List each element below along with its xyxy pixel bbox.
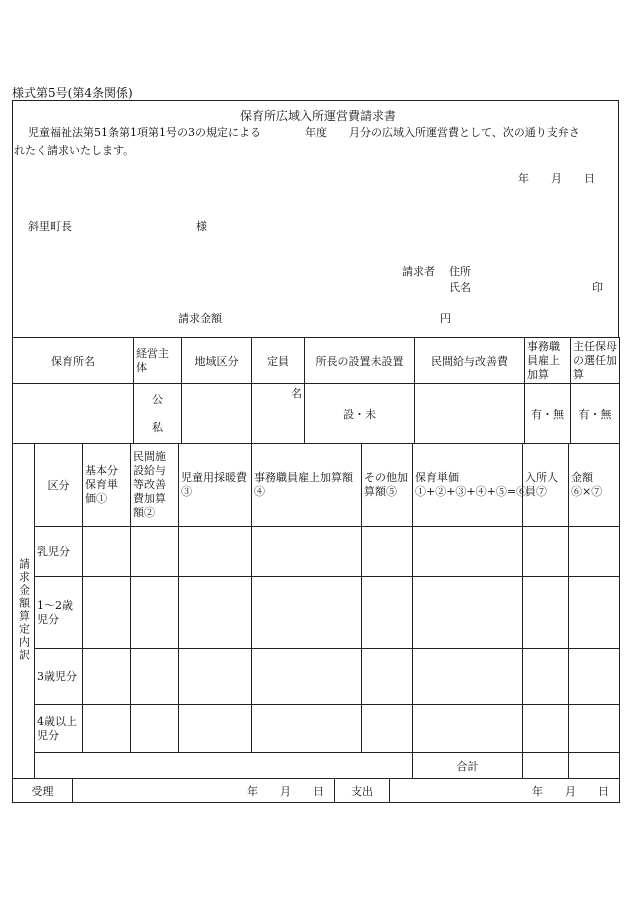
row-infant: 乳児分 bbox=[35, 527, 83, 577]
form-label: 様式第5号(第4条関係) bbox=[12, 86, 133, 100]
nursery-info-table bbox=[12, 337, 620, 444]
expenditure-label: 支出 bbox=[335, 779, 390, 803]
total-label: 合計 bbox=[413, 753, 523, 779]
enrolled-header: 入所人員⑦ bbox=[523, 444, 569, 527]
heating-header: 児童用採暖費③ bbox=[179, 444, 252, 527]
amount-yen: 円 bbox=[440, 312, 451, 325]
region-cell bbox=[182, 384, 252, 444]
document-title: 保育所広域入所運営費請求書 bbox=[240, 109, 397, 123]
private-pay-header: 民間給与改善費 bbox=[415, 338, 525, 384]
operator-header: 経営主体 bbox=[134, 338, 182, 384]
amount-label: 請求金額 bbox=[178, 312, 222, 325]
operator-cell bbox=[134, 384, 182, 444]
row-age3: 3歳児分 bbox=[35, 649, 83, 705]
chief-header: 主任保母の選任加算 bbox=[571, 338, 620, 384]
calc-side-label: 請求金額算定内訳 bbox=[13, 444, 35, 779]
operator-private: 私 bbox=[152, 420, 163, 434]
addressee: 斜里町長 bbox=[28, 220, 72, 233]
clerk-cell: 有・無 bbox=[525, 384, 571, 444]
expenditure-date: 年 月 日 bbox=[390, 779, 620, 803]
base-unit-header: 基本分保育単価① bbox=[83, 444, 131, 527]
footer-table bbox=[12, 778, 620, 803]
name-label: 氏名 bbox=[449, 281, 471, 294]
chief-cell: 有・無 bbox=[571, 384, 620, 444]
received-label: 受理 bbox=[13, 779, 73, 803]
nursery-name-header: 保育所名 bbox=[13, 338, 134, 384]
capacity-header: 定員 bbox=[252, 338, 305, 384]
calculation-table bbox=[12, 443, 620, 779]
operator-public: 公 bbox=[152, 392, 163, 406]
seal-mark: 印 bbox=[592, 281, 603, 294]
requester-label: 請求者 bbox=[402, 265, 435, 278]
address-label: 住所 bbox=[449, 265, 471, 278]
body-text-line1: 児童福祉法第51条第1項第1号の3の規定による 年度 月分の広域入所運営費として、次の通り支弁さ bbox=[28, 126, 580, 139]
row-age1-2: 1～2歳児分 bbox=[35, 577, 83, 649]
clerk-addition-header: 事務職員雇上加算額④ bbox=[252, 444, 362, 527]
capacity-cell bbox=[252, 384, 305, 444]
amount-header: 金額⑥×⑦ bbox=[569, 444, 620, 527]
nursery-name-cell bbox=[13, 384, 134, 444]
director-cell: 設・未 bbox=[305, 384, 415, 444]
director-header: 所長の設置未設置 bbox=[305, 338, 415, 384]
addressee-honorific: 様 bbox=[196, 220, 207, 233]
capacity-unit: 名 bbox=[291, 387, 302, 400]
clerk-header: 事務職員雇上加算 bbox=[525, 338, 571, 384]
unit-price-header: 保育単価①+②+③+④+⑤=⑥ bbox=[413, 444, 523, 527]
category-header: 区分 bbox=[35, 444, 83, 527]
request-date: 年 月 日 bbox=[518, 172, 595, 185]
other-addition-header: その他加算額⑤ bbox=[362, 444, 413, 527]
body-text-line2: れたく請求いたします。 bbox=[14, 144, 135, 157]
received-date: 年 月 日 bbox=[73, 779, 335, 803]
row-age4plus: 4歳以上児分 bbox=[35, 705, 83, 753]
region-header: 地域区分 bbox=[182, 338, 252, 384]
private-pay-cell bbox=[415, 384, 525, 444]
private-improvement-header: 民間施設給与等改善費加算額② bbox=[131, 444, 179, 527]
